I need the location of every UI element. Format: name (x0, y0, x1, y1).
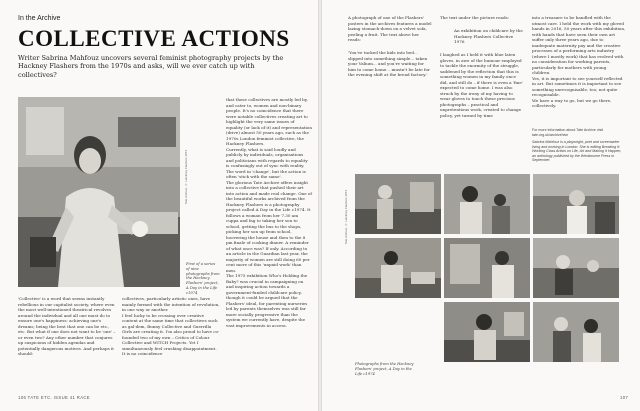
woman-in-kitchen-image (18, 97, 180, 287)
right-col3-body: into a treasure to be handled with the utmost care. I held the work with my gloved hands in 2016, 50 years after this exhibition, with hands that have seen their own art suffer only three years ago, due to inadequate maternity pay and the creative processes of a performing arts industry (where I mostly work) that has evolved with no consideration for working parents, particularly for mothers with young children. Yes, it is important to see yourself reflected in art. But sometimes it is important to see something unrecognisable, too; not quite recognisable. We have a way to go, but we go there, collectively. (532, 15, 626, 108)
photo-series-3-image (533, 174, 619, 234)
photo-series-1-image (355, 174, 441, 234)
right-photo-credit: Tate Archive, © Hackney Flashers 1974 (344, 190, 348, 245)
more-info-note: For more information about Tate Archive visit tate.org.uk/archivehive (532, 128, 604, 137)
woman-in-kitchen-photo (18, 97, 180, 287)
poster-quote: 'You've tucked the kids into bed... slipped into something simple... taken your Valium... and you're waiting for him to come home... mustn't be late for the evening shift at the bread factory.' (348, 50, 430, 77)
left-photo-credit: Tate Archive, © Hackney Flashers 1974 (184, 150, 188, 205)
right-col2-body: I laughed as I held it with blue latex gloves, in awe of the humour employed to tackle the enormity of the struggle, saddened by the reflection that this is something women in my family once did, and still do – if there is even a 'fine' expected to come home. I was also struck by the irony of my having to wear gloves to touch these precious photographs – practical and unpretentious work, created to change policy, yet turned by time (440, 52, 523, 118)
right-photo-caption: Photographs from the Hackney Flashers' project, A Day in the Life c1974 (355, 362, 414, 376)
right-col1-intro: A photograph of one of the Flashers' posters in the archives features a model lazing stomach-down on a velvet sofa, peeling a fruit. The text above her reads: (348, 15, 432, 42)
photo-series-4 (355, 238, 441, 298)
photo-series-4-image (355, 238, 441, 298)
left-page (0, 0, 318, 411)
body-column-3: that these collectives are mostly led by, and cater to, women and non-binary people. It's no coincidence that there were notable collectives creating art to highlight the very same issues of equality (or lack of it) and representation (drive) almost 50 years ago, such as the 1970s London feminist collective, the Hackney Flashers. Currently, what is said loudly and publicly by individuals, organisations and politicians with regards to equality is confusingly out of sync with reality. The word in 'change', but the action is often 'stick with the same'. The glorious Tate Archive offers insight into a collective that pushed their art into action and made real change. One of the beautiful works archived from the Hackney Flashers is a photography project called A Day in the Life c1974. It follows a woman from her 7.30 am cuppa and fag to taking her son to school, getting the bus to the shops, picking her son up from school, hoovering the house and then to the 8 pm finale of cooking dinner. A reminder of what once was? If only. According to an article in the Guardian last year, the majority of women are still doing 60 per cent more of this 'unpaid work' than men. The 1975 exhibition Who's Holding the Baby? was crucial in campaigning on and inspiring action towards a government-funded childcare policy, though it could be argued that the Flashers' ideal, for parenting nurseries led by parents themselves was still far more socially progressive than the system we currently have, despite the vast improvements in access. (226, 97, 312, 328)
left-folio: 106 TATE ETC. ISSUE 41 RACE (18, 395, 91, 400)
photo-series-8-image (533, 302, 619, 362)
left-photo-caption: First of a series of nine photographs from the Hackney Flashers' project, A Day in the Life c1974 (186, 262, 220, 295)
photo-series-7-image (444, 302, 530, 362)
exhibition-caption-quote: An exhibition on childcare by the Hackney Flashers Collective 1976 (454, 28, 523, 44)
photo-series-3 (533, 174, 619, 234)
photo-series-6-image (533, 238, 619, 298)
photo-series-8 (533, 302, 619, 362)
photo-series-2 (444, 174, 530, 234)
photo-series-7 (444, 302, 530, 362)
photo-series-2-image (444, 174, 530, 234)
section-label: In the Archive (18, 15, 61, 22)
standfirst: Writer Sabrina Mahfouz uncovers several feminist photography projects by the Hackney Flashers from the 1970s and asks, will we ever catch up with collectives? (18, 54, 284, 79)
body-column-2: collectives, particularly artistic ones, have mainly formed with the intention of revolution, in one way or another. I feel lucky to be crossing over creative content at the same time that collectives such as gal-dem, Bunny Collective and Guerrilla Girls are creating it. I'm also proud to have co-founded two of my own – Critics of Colour Collective and WITCH Projects. Yet I simultaneously feel crushing disappointment. It is no coincidence (122, 296, 220, 356)
body-column-1: 'Collective' is a word that seems instantly rebellious in our capitalist society, where even the most well-intentioned theatrical revolves around the individual and all one must do to ensure one's happiness: achieving one's dreams; being the best that one can be etc., etc. But what if one does not want to be 'one' – or even two? Any other number that conjures up suspicions of hidden agendas and potentially dangerous motives. And perhaps it should: (18, 296, 116, 356)
author-bio: Sabrina Mahfouz is a playwright, poet and screenwriter living and working in London. She is editing Breaking It: Working Class Artists on Life, Art and Making It Happen, an anthology published by the Westbourne Press in September. (532, 140, 622, 163)
photo-series-5 (444, 238, 530, 298)
right-folio: 107 (620, 395, 629, 400)
photo-series-5-image (444, 238, 530, 298)
right-page (322, 0, 640, 411)
right-col2-intro: The text under the picture reads: (440, 15, 510, 20)
photo-series-1 (355, 174, 441, 234)
photo-series-6 (533, 238, 619, 298)
headline: COLLECTIVE ACTIONS (18, 26, 290, 51)
